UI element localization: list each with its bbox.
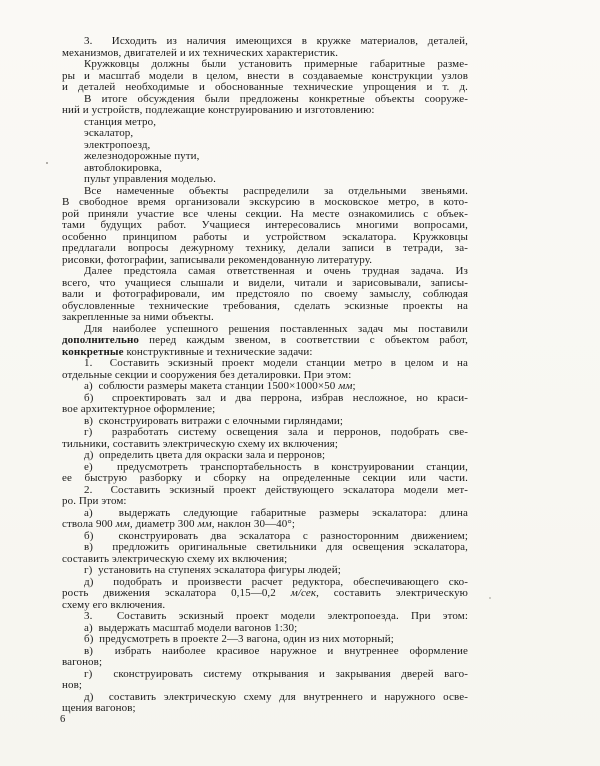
text-line: ний и устройств, подлежащие конструированию и изготовлению: — [62, 104, 375, 116]
text-line: нов; — [62, 679, 83, 691]
text-line: ры и масштаб модели в целом, внести в создаваемые конструкции узлов — [62, 69, 468, 82]
text-line: отдельные секции и сооружения без деталировки. При этом: — [62, 368, 352, 381]
text-line: составить электрическую схему их включения; — [62, 552, 288, 565]
text-line: в) сконструировать витражи с елочными гирляндами; — [84, 414, 344, 427]
text-line: железнодорожные пути, — [84, 150, 200, 162]
text-line: ее быструю разборку и сборку на определенные секции или части. — [62, 472, 468, 484]
text-block — [62, 36, 468, 715]
text-line: 3. Исходить из наличия имеющихся в кружке материалов, деталей, — [84, 35, 468, 47]
text-line: тами будущих работ. Учащиеся интересовались многими вопросами, — [62, 219, 468, 231]
text-line: закрепленные за ними объекты. — [62, 311, 214, 323]
text-line: щения вагонов; — [62, 702, 136, 714]
text-line: особенно принципом работы и устройством эскалатора. Кружковцы — [62, 230, 468, 243]
text-line: д) составить электрическую схему для внутреннего и наружного осве- — [84, 690, 468, 703]
scan-speck — [46, 162, 48, 164]
text-line: 1. Составить эскизный проект модели станции метро в целом и на — [84, 357, 468, 369]
text-line: всего, что учащиеся слышали и видели, читали и зарисовывали, записы- — [62, 276, 468, 289]
text-line: б) спроектировать зал и два перрона, избрав несложное, но краси- — [84, 391, 468, 404]
text-line: г) установить на ступенях эскалатора фигуры людей; — [84, 564, 341, 576]
text-line: и деталей необходимые и обоснованные технические упрощения и т. д. — [62, 81, 468, 93]
text-line: ствола 900 мм, диаметр 300 мм, наклон 30—40°; — [62, 518, 295, 530]
text-line: г) сконструировать систему открывания и закрывания дверей ваго- — [84, 667, 468, 680]
text-line: рисовки, фотографии, записывали рекомендованную литературу. — [62, 253, 373, 266]
text-line: е) предусмотреть транспортабельность в конструировании станции, — [84, 460, 468, 473]
text-line: пульт управления моделью. — [84, 173, 216, 185]
text-line: Для наиболее успешного решения поставленных задач мы поставили — [84, 322, 468, 335]
text-line: а) выдержать следующие габаритные размеры эскалатора: длина — [84, 506, 468, 519]
text-line: Все намеченные объекты распределили за отдельными звеньями. — [84, 184, 468, 197]
text-line: эскалатор, — [84, 127, 134, 139]
page-number: 6 — [60, 714, 66, 725]
text-line: а) выдержать масштаб модели вагонов 1:30; — [84, 621, 298, 634]
text-line: вое архитектурное оформление; — [62, 403, 216, 415]
text-line: в) избрать наиболее красивое наружное и внутреннее оформление — [84, 644, 468, 657]
text-line: обусловленные технические требования, сделать эскизные проекты на — [62, 299, 468, 312]
text-line: д) определить цвета для окраски зала и перронов; — [84, 449, 326, 461]
text-line: вагонов; — [62, 656, 103, 668]
text-line: ро. При этом: — [62, 495, 127, 507]
text-line: электропоезд, — [84, 138, 151, 151]
text-line: г) разработать систему освещения зала и перронов, подобрать све- — [84, 426, 468, 438]
text-line: рой приняли участие все члены секции. На месте ознакомились с объек- — [62, 207, 468, 220]
text-line: механизмов, двигателей и их технических характеристик. — [62, 46, 339, 59]
text-line: б) сконструировать два эскалатора с разносторонним движением; — [84, 529, 468, 542]
text-line: В свободное время организовали экскурсию в московское метро, в кото- — [62, 196, 468, 208]
text-line: б) предусмотреть в проекте 2—3 вагона, один из них моторный; — [84, 633, 394, 645]
text-line: Кружковцы должны были установить примерные габаритные разме- — [84, 58, 468, 70]
text-line: тильники, составить электрическую схему их включения; — [62, 437, 338, 450]
text-line: 2. Составить эскизный проект действующего эскалатора модели мет- — [84, 483, 468, 496]
text-line: схему его включения. — [62, 598, 166, 611]
text-line: вали и фотографировали, им предстояло по своему замыслу, соблюдая — [62, 288, 468, 300]
text-line: станция метро, — [84, 115, 157, 128]
text-line: конкретные конструктивные и технические задачи: — [62, 345, 313, 358]
text-line: д) подобрать и произвести расчет редуктора, обеспечивающего ско- — [84, 575, 468, 588]
scan-speck — [489, 597, 491, 599]
text-line: предлагали вопросы дежурному технику, делали записи в тетради, за- — [62, 242, 468, 254]
text-line: в) предложить оригинальные светильники для освещения эскалатора, — [84, 541, 468, 553]
text-line: Далее предстояла самая ответственная и очень трудная задача. Из — [84, 265, 468, 277]
text-line: а) соблюсти размеры макета станции 1500×1000×50 мм; — [84, 380, 356, 392]
text-line: 3. Составить эскизный проект модели электропоезда. При этом: — [84, 610, 468, 622]
text-line: В итоге обсуждения были предложены конкретные объекты сооруже- — [84, 92, 468, 105]
text-line: автоблокировка, — [84, 161, 163, 174]
text-line: рость движения эскалатора 0,15—0,2 м/сек, составить электрическую — [62, 587, 468, 599]
text-line: дополнительно перед каждым звеном, в соответствии с объектом работ, — [62, 334, 468, 346]
